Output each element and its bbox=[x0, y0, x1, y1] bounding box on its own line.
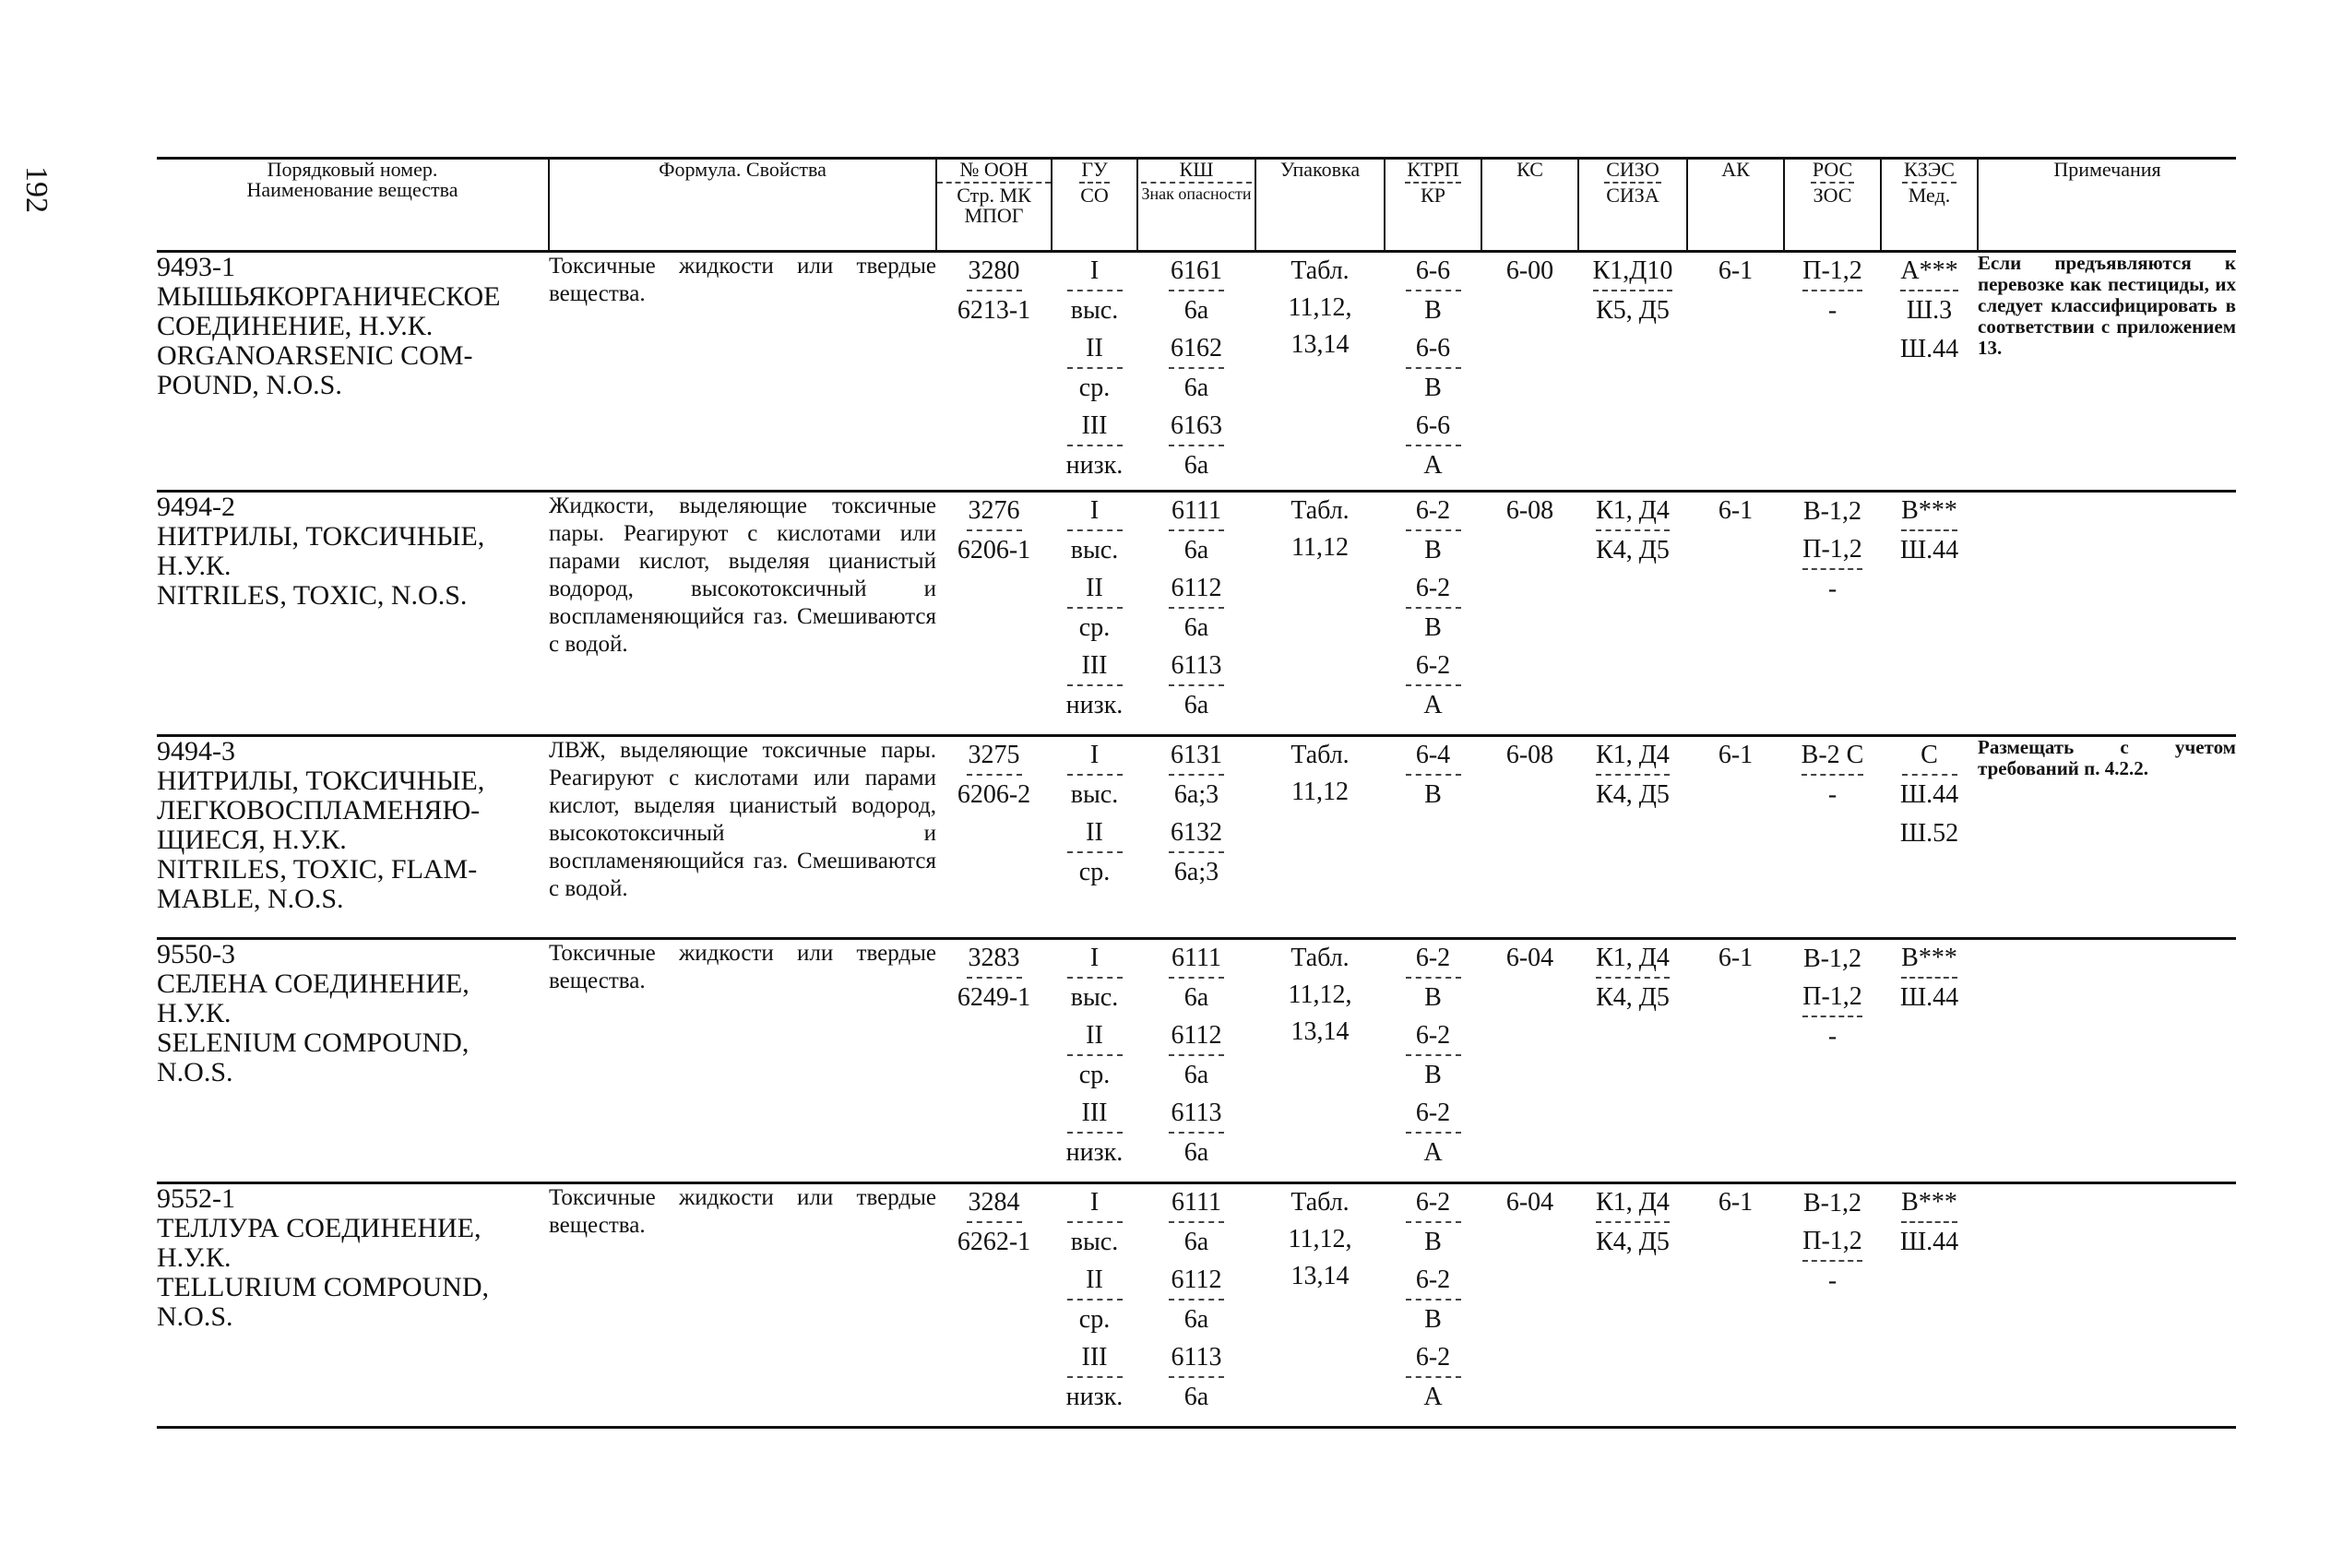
cell-line: В bbox=[1424, 1061, 1442, 1089]
ksh-sign bbox=[1137, 492, 1255, 736]
cell-line: II bbox=[1067, 1017, 1123, 1056]
cell-line: В-1,2 bbox=[1803, 1189, 1861, 1218]
cell-line: В bbox=[1424, 983, 1442, 1012]
cell-line: SELENIUM COMPOUND, bbox=[157, 1028, 470, 1058]
cell-line: TELLURIUM COMPOUND, bbox=[157, 1272, 489, 1302]
cell-line: 6-6 bbox=[1406, 330, 1461, 369]
cell-line: ЛЕГКОВОСПЛАМЕНЯЮ- bbox=[157, 795, 481, 826]
cell-line: 6-1 bbox=[1718, 741, 1754, 769]
cell-line: низк. bbox=[1065, 1138, 1124, 1167]
ktrp-kr bbox=[1385, 252, 1481, 492]
cell-line: ср. bbox=[1078, 858, 1111, 886]
gu-co bbox=[1052, 492, 1137, 736]
cell-line: В-1,2 bbox=[1803, 944, 1861, 973]
kzes-med bbox=[1881, 252, 1978, 492]
cell-line: Ш.44 bbox=[1899, 536, 1959, 564]
cell-line: 3283 bbox=[967, 940, 1022, 979]
ks-value bbox=[1481, 736, 1578, 939]
oon-number bbox=[936, 736, 1052, 939]
cell-line: 6а bbox=[1183, 613, 1209, 642]
cell-line: 6-2 bbox=[1406, 1184, 1461, 1223]
ak-value bbox=[1687, 736, 1784, 939]
ksh-sign bbox=[1137, 736, 1255, 939]
cell-line: ТЕЛЛУРА СОЕДИНЕНИЕ, bbox=[157, 1213, 482, 1243]
header-oon: $\frac{\text{№ ООН}}{\text{Стр. МК МПОГ}}$ bbox=[936, 159, 1052, 252]
cell-line: В-2 С bbox=[1802, 737, 1864, 776]
cell-line: 6161 bbox=[1169, 253, 1224, 291]
oon-number bbox=[936, 1183, 1052, 1428]
packaging bbox=[1255, 492, 1385, 736]
cell-line: К1, Д4 bbox=[1596, 737, 1670, 776]
cell-line: 6111 bbox=[1169, 1184, 1224, 1223]
cell-line: 3275 bbox=[967, 737, 1022, 776]
gu-co bbox=[1052, 939, 1137, 1183]
cell-line: выс. bbox=[1070, 780, 1119, 809]
notes bbox=[1978, 252, 2236, 492]
header-ros: $\frac{\text{РОС}}{\text{ЗОС}}$ bbox=[1784, 159, 1881, 252]
cell-line: 6-1 bbox=[1718, 256, 1754, 285]
cell-line: СЕЛЕНА СОЕДИНЕНИЕ, bbox=[157, 968, 470, 999]
ks-value bbox=[1481, 252, 1578, 492]
table-row bbox=[157, 492, 2236, 736]
ktrp-kr bbox=[1385, 492, 1481, 736]
cell-line: Жидкости, выделяющие токсичные пары. Реагируют с кислотами или парами кислот, выделяя цианистый водород, высокотоксичный и воспламеняющийся газ. Смешиваются с водой. bbox=[549, 493, 936, 657]
cell-line: 9550-3 bbox=[157, 939, 235, 969]
cell-line: 6163 bbox=[1169, 408, 1224, 446]
header-sizo: $\frac{\text{СИЗО}}{\text{СИЗА}}$ bbox=[1578, 159, 1687, 252]
cell-line: 9494-3 bbox=[157, 736, 235, 766]
substance-properties bbox=[549, 252, 936, 492]
cell-line: 13,14 bbox=[1290, 1262, 1350, 1290]
cell-line: II bbox=[1067, 330, 1123, 369]
cell-line: В*** bbox=[1901, 1184, 1957, 1223]
table-row bbox=[157, 736, 2236, 939]
cell-line: 6249-1 bbox=[957, 983, 1031, 1012]
kzes-med bbox=[1881, 1183, 1978, 1428]
ros-zos bbox=[1784, 939, 1881, 1183]
cell-line: В bbox=[1424, 536, 1442, 564]
substance-properties bbox=[549, 736, 936, 939]
cell-line: Н.У.К. bbox=[157, 1242, 232, 1273]
cell-line: 6-08 bbox=[1505, 741, 1554, 769]
cell-line: К1, Д4 bbox=[1596, 940, 1670, 979]
cell-line: III bbox=[1067, 647, 1123, 686]
cell-line: 6а bbox=[1183, 1383, 1209, 1411]
cell-line: Табл. bbox=[1290, 741, 1350, 769]
header-ks: КС bbox=[1481, 159, 1578, 252]
cell-line: 6а bbox=[1183, 1061, 1209, 1089]
cell-line: К4, Д5 bbox=[1596, 983, 1670, 1012]
cell-line: В bbox=[1424, 296, 1442, 325]
table-row bbox=[157, 939, 2236, 1183]
sizo-siza bbox=[1578, 939, 1687, 1183]
ros-zos bbox=[1784, 736, 1881, 939]
cell-line: 6113 bbox=[1169, 1095, 1224, 1134]
cell-line: - bbox=[1827, 575, 1837, 603]
substance-name bbox=[157, 939, 549, 1183]
cell-line: 11,12, bbox=[1288, 293, 1352, 322]
ros-zos bbox=[1784, 492, 1881, 736]
gu-co bbox=[1052, 252, 1137, 492]
cell-line: 6а bbox=[1183, 983, 1209, 1012]
cell-line: В bbox=[1424, 780, 1442, 809]
cell-line: - bbox=[1827, 296, 1837, 325]
sizo-siza bbox=[1578, 492, 1687, 736]
cell-line: 9552-1 bbox=[157, 1183, 235, 1214]
substance-name bbox=[157, 492, 549, 736]
cell-line: 6162 bbox=[1169, 330, 1224, 369]
cell-line: К1, Д4 bbox=[1596, 493, 1670, 531]
substance-name bbox=[157, 1183, 549, 1428]
packaging bbox=[1255, 252, 1385, 492]
cell-line: 6а bbox=[1183, 296, 1209, 325]
cell-line: Если предъявляются к перевозке как пестициды, их следует классифицировать в соответствии с приложением 13. bbox=[1978, 252, 2236, 359]
ksh-sign bbox=[1137, 939, 1255, 1183]
cell-line: Ш.44 bbox=[1899, 1228, 1959, 1256]
substance-properties bbox=[549, 939, 936, 1183]
cell-line: Табл. bbox=[1290, 944, 1350, 972]
cell-line: выс. bbox=[1070, 1228, 1119, 1256]
kzes-med bbox=[1881, 939, 1978, 1183]
cell-line: 9493-1 bbox=[157, 252, 235, 282]
substance-properties bbox=[549, 492, 936, 736]
cell-line: ЩИЕСЯ, Н.У.К. bbox=[157, 825, 347, 855]
cell-line: низк. bbox=[1065, 1383, 1124, 1411]
notes bbox=[1978, 492, 2236, 736]
header-ktrp: $\frac{\text{КТРП}}{КР}$ bbox=[1385, 159, 1481, 252]
cell-line: НИТРИЛЫ, ТОКСИЧНЫЕ, bbox=[157, 521, 485, 552]
cell-line: Ш.44 bbox=[1899, 983, 1959, 1012]
cell-line: ср. bbox=[1078, 1305, 1111, 1334]
cell-line: 6а bbox=[1183, 374, 1209, 402]
cell-line: 6а bbox=[1183, 1305, 1209, 1334]
cell-line: 6113 bbox=[1169, 1339, 1224, 1378]
header-props: Формула. Свойства bbox=[549, 159, 936, 252]
cell-line: Токсичные жидкости или твердые вещества. bbox=[549, 1185, 936, 1238]
cell-line: Ш.52 bbox=[1899, 819, 1959, 848]
cell-line: А bbox=[1423, 1138, 1443, 1167]
cell-line: 11,12 bbox=[1291, 533, 1349, 562]
ak-value bbox=[1687, 252, 1784, 492]
cell-line: N.O.S. bbox=[157, 1057, 233, 1087]
cell-line: 6а;3 bbox=[1173, 780, 1219, 809]
cell-line: К5, Д5 bbox=[1596, 296, 1670, 325]
cell-line: Ш.44 bbox=[1899, 780, 1959, 809]
cell-line: выс. bbox=[1070, 296, 1119, 325]
cell-line: - bbox=[1827, 1266, 1837, 1295]
cell-line: II bbox=[1067, 1262, 1123, 1301]
ros-zos bbox=[1784, 252, 1881, 492]
table-row bbox=[157, 1183, 2236, 1428]
cell-line: 6-1 bbox=[1718, 496, 1754, 525]
cell-line: В-1,2 bbox=[1803, 497, 1861, 526]
cell-line: К1, Д4 bbox=[1596, 1184, 1670, 1223]
header-name: Порядковый номер. Наименование вещества bbox=[157, 159, 549, 252]
cell-line: 6262-1 bbox=[957, 1228, 1031, 1256]
cell-line: 6206-1 bbox=[957, 536, 1031, 564]
gu-co bbox=[1052, 736, 1137, 939]
ros-zos bbox=[1784, 1183, 1881, 1428]
cell-line: 3280 bbox=[967, 253, 1022, 291]
cell-line: 6-04 bbox=[1505, 944, 1554, 972]
cell-line: 13,14 bbox=[1290, 330, 1350, 359]
cell-line: II bbox=[1067, 814, 1123, 853]
cell-line: К4, Д5 bbox=[1596, 1228, 1670, 1256]
table-row bbox=[157, 252, 2236, 492]
cell-line: 6а bbox=[1183, 451, 1209, 480]
cell-line: III bbox=[1067, 1339, 1123, 1378]
cell-line: III bbox=[1067, 408, 1123, 446]
cell-line: 6а bbox=[1183, 691, 1209, 719]
ak-value bbox=[1687, 939, 1784, 1183]
cell-line: В*** bbox=[1901, 940, 1957, 979]
header-kzes: $\frac{\text{КЗЭС}}{\text{Мед.}}$ bbox=[1881, 159, 1978, 252]
cell-line: В*** bbox=[1901, 493, 1957, 531]
cell-line: выс. bbox=[1070, 536, 1119, 564]
cell-line: 6111 bbox=[1169, 940, 1224, 979]
cell-line: Токсичные жидкости или твердые вещества. bbox=[549, 941, 936, 993]
packaging bbox=[1255, 939, 1385, 1183]
cell-line: Ш.3 bbox=[1906, 296, 1953, 325]
ksh-sign bbox=[1137, 1183, 1255, 1428]
notes bbox=[1978, 1183, 2236, 1428]
cell-line: К4, Д5 bbox=[1596, 536, 1670, 564]
cell-line: П-1,2 bbox=[1802, 1223, 1862, 1262]
notes bbox=[1978, 939, 2236, 1183]
cell-line: К4, Д5 bbox=[1596, 780, 1670, 809]
cell-line: Табл. bbox=[1290, 496, 1350, 525]
cell-line: Табл. bbox=[1290, 1188, 1350, 1217]
substance-name bbox=[157, 252, 549, 492]
substance-properties bbox=[549, 1183, 936, 1428]
cell-line: 6-6 bbox=[1406, 408, 1461, 446]
cell-line: В bbox=[1424, 374, 1442, 402]
cell-line: 6-2 bbox=[1406, 493, 1461, 531]
packaging bbox=[1255, 1183, 1385, 1428]
cell-line: К1,Д10 bbox=[1593, 253, 1673, 291]
cell-line: NITRILES, TOXIC, FLAM- bbox=[157, 854, 478, 885]
page-number: 192 bbox=[19, 166, 54, 213]
cell-line: Размещать с учетом требований п. 4.2.2. bbox=[1978, 736, 2236, 779]
cell-line: 6-08 bbox=[1505, 496, 1554, 525]
header-notes: Примечания bbox=[1978, 159, 2236, 252]
cell-line: MABLE, N.O.S. bbox=[157, 884, 344, 914]
cell-line: МЫШЬЯКОРГАНИЧЕСКОЕ bbox=[157, 281, 501, 312]
cell-line: 6а;3 bbox=[1173, 858, 1219, 886]
cell-line: NITRILES, TOXIC, N.O.S. bbox=[157, 580, 468, 611]
ak-value bbox=[1687, 492, 1784, 736]
packaging bbox=[1255, 736, 1385, 939]
cell-line: Ш.44 bbox=[1899, 335, 1959, 363]
ktrp-kr bbox=[1385, 939, 1481, 1183]
cell-line: НИТРИЛЫ, ТОКСИЧНЫЕ, bbox=[157, 766, 485, 796]
cell-line: Н.У.К. bbox=[157, 998, 232, 1028]
ks-value bbox=[1481, 492, 1578, 736]
cell-line: Н.У.К. bbox=[157, 551, 232, 581]
cell-line: ср. bbox=[1078, 374, 1111, 402]
cell-line: 6-1 bbox=[1718, 1188, 1754, 1217]
cell-line: 6-2 bbox=[1406, 570, 1461, 609]
cell-line: 6-2 bbox=[1406, 1339, 1461, 1378]
cell-line: POUND, N.O.S. bbox=[157, 370, 342, 400]
cell-line: 6113 bbox=[1169, 647, 1224, 686]
cell-line: 6132 bbox=[1169, 814, 1224, 853]
cell-line: выс. bbox=[1070, 983, 1119, 1012]
header-ksh: $\frac{КШ}{\text{Знак опасности}}$ bbox=[1137, 159, 1255, 252]
ktrp-kr bbox=[1385, 1183, 1481, 1428]
cell-line: П-1,2 bbox=[1802, 253, 1862, 291]
cell-line: А bbox=[1423, 1383, 1443, 1411]
cell-line: В bbox=[1424, 1228, 1442, 1256]
cell-line: В bbox=[1424, 1305, 1442, 1334]
sizo-siza bbox=[1578, 736, 1687, 939]
cell-line: низк. bbox=[1065, 691, 1124, 719]
gu-co bbox=[1052, 1183, 1137, 1428]
cell-line: 6112 bbox=[1169, 570, 1224, 609]
cell-line: В bbox=[1424, 613, 1442, 642]
cell-line: 6-2 bbox=[1406, 647, 1461, 686]
cell-line: 6112 bbox=[1169, 1262, 1224, 1301]
cell-line: 13,14 bbox=[1290, 1017, 1350, 1046]
sizo-siza bbox=[1578, 252, 1687, 492]
header-gu: $\frac{ГУ}{СО}$ bbox=[1052, 159, 1137, 252]
ksh-sign bbox=[1137, 252, 1255, 492]
cell-line: 3276 bbox=[967, 493, 1022, 531]
cell-line: 11,12, bbox=[1288, 980, 1352, 1009]
cell-line: 6а bbox=[1183, 1228, 1209, 1256]
cell-line: 6-2 bbox=[1406, 1262, 1461, 1301]
notes bbox=[1978, 736, 2236, 939]
cell-line: 6206-2 bbox=[957, 780, 1031, 809]
cell-line: 6а bbox=[1183, 1138, 1209, 1167]
oon-number bbox=[936, 492, 1052, 736]
cell-line: 3284 bbox=[967, 1184, 1022, 1223]
cell-line: - bbox=[1827, 1022, 1837, 1051]
kzes-med bbox=[1881, 736, 1978, 939]
ak-value bbox=[1687, 1183, 1784, 1428]
cell-line: I bbox=[1067, 253, 1123, 291]
cell-line: III bbox=[1067, 1095, 1123, 1134]
cell-line: ср. bbox=[1078, 613, 1111, 642]
cell-line: 11,12, bbox=[1288, 1225, 1352, 1253]
cell-line: П-1,2 bbox=[1802, 531, 1862, 570]
ks-value bbox=[1481, 939, 1578, 1183]
cell-line: 9494-2 bbox=[157, 492, 235, 522]
sizo-siza bbox=[1578, 1183, 1687, 1428]
substance-name bbox=[157, 736, 549, 939]
cell-line: А*** bbox=[1900, 253, 1957, 291]
cell-line: низк. bbox=[1065, 451, 1124, 480]
cell-line: 6-2 bbox=[1406, 1017, 1461, 1056]
cell-line: 6а bbox=[1183, 536, 1209, 564]
header-row bbox=[157, 159, 2236, 252]
ks-value bbox=[1481, 1183, 1578, 1428]
substances-table bbox=[157, 157, 2236, 1429]
cell-line: Табл. bbox=[1290, 256, 1350, 285]
cell-line: I bbox=[1067, 940, 1123, 979]
cell-line: 6111 bbox=[1169, 493, 1224, 531]
cell-line: 6-2 bbox=[1406, 1095, 1461, 1134]
cell-line: ORGANOARSENIC COM- bbox=[157, 340, 473, 371]
cell-line: 11,12 bbox=[1291, 778, 1349, 806]
cell-line: 6-00 bbox=[1505, 256, 1554, 285]
oon-number bbox=[936, 252, 1052, 492]
cell-line: ЛВЖ, выделяющие токсичные пары. Реагируют с кислотами или парами кислот, выделяя цианистый водород, высокотоксичный и воспламеняющийся газ. Смешиваются с водой. bbox=[549, 738, 936, 901]
kzes-med bbox=[1881, 492, 1978, 736]
cell-line: - bbox=[1827, 780, 1837, 809]
cell-line: 6-2 bbox=[1406, 940, 1461, 979]
cell-line: А bbox=[1423, 451, 1443, 480]
cell-line: II bbox=[1067, 570, 1123, 609]
cell-line: I bbox=[1067, 1184, 1123, 1223]
cell-line: N.O.S. bbox=[157, 1301, 233, 1332]
cell-line: I bbox=[1067, 737, 1123, 776]
cell-line: 6-4 bbox=[1406, 737, 1461, 776]
header-ak: АК bbox=[1687, 159, 1784, 252]
cell-line: ср. bbox=[1078, 1061, 1111, 1089]
cell-line: С bbox=[1902, 737, 1957, 776]
cell-line: Токсичные жидкости или твердые вещества. bbox=[549, 254, 936, 306]
cell-line: 6-04 bbox=[1505, 1188, 1554, 1217]
cell-line: 6-1 bbox=[1718, 944, 1754, 972]
oon-number bbox=[936, 939, 1052, 1183]
cell-line: 6-6 bbox=[1406, 253, 1461, 291]
cell-line: 6112 bbox=[1169, 1017, 1224, 1056]
cell-line: П-1,2 bbox=[1802, 979, 1862, 1017]
ktrp-kr bbox=[1385, 736, 1481, 939]
header-pack: Упаковка bbox=[1255, 159, 1385, 252]
cell-line: 6213-1 bbox=[957, 296, 1031, 325]
cell-line: I bbox=[1067, 493, 1123, 531]
cell-line: 6131 bbox=[1169, 737, 1224, 776]
cell-line: А bbox=[1423, 691, 1443, 719]
cell-line: СОЕДИНЕНИЕ, Н.У.К. bbox=[157, 311, 434, 341]
